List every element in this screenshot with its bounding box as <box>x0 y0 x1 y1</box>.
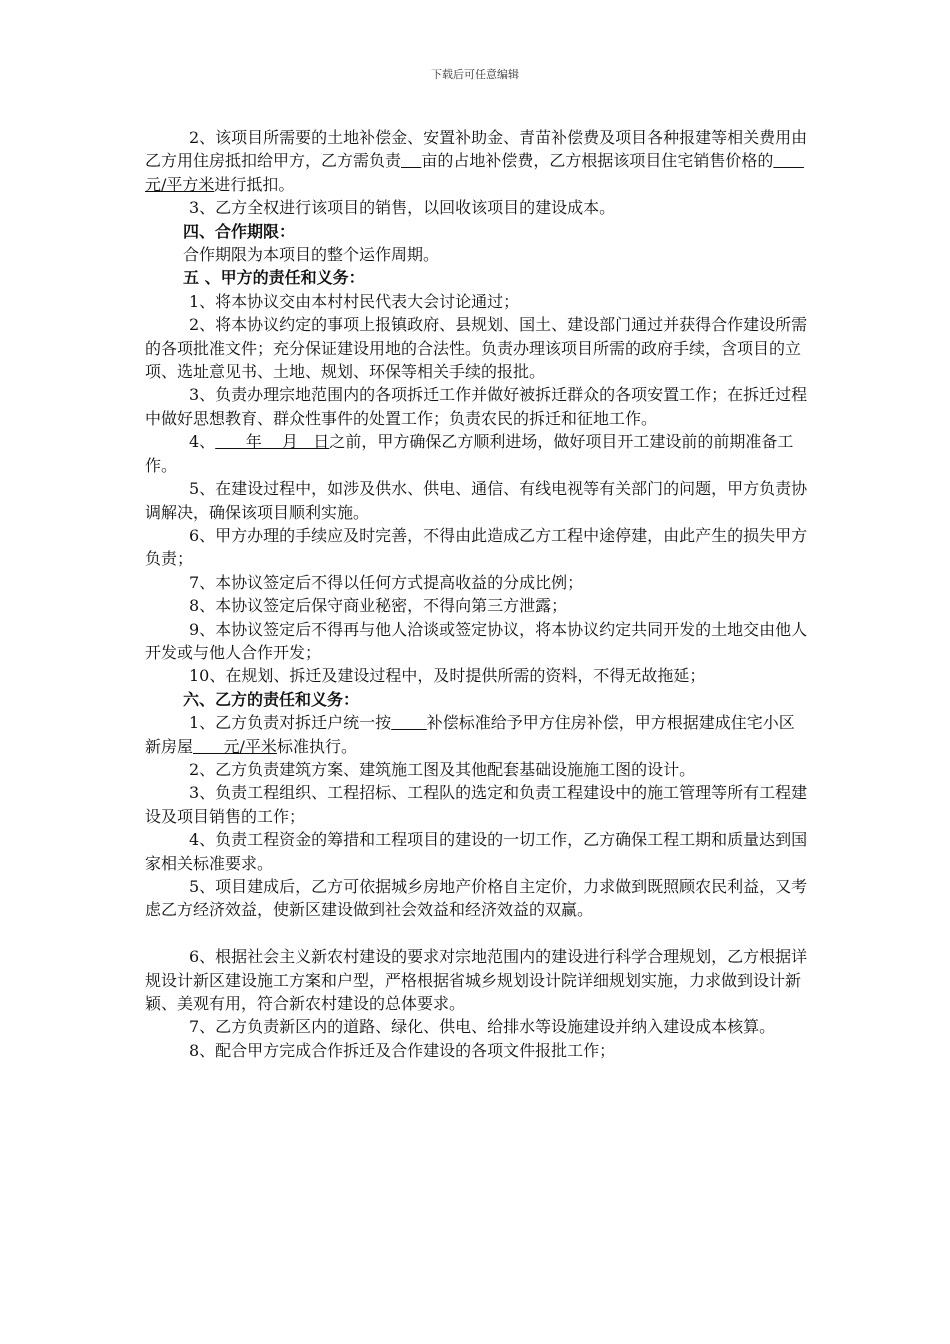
paragraph: 7、乙方负责新区内的道路、绿化、供电、给排水等设施建设并纳入建设成本核算。 <box>189 1017 776 1037</box>
paragraph: 4、负责工程资金的筹措和工程项目的建设的一切工作，乙方确保工程工期和质量达到国家相关标准要求。 <box>145 830 808 873</box>
paragraph: 3、负责工程组织、工程招标、工程队的选定和负责工程建设中的施工管理等所有工程建设及项目销售的工作； <box>145 783 808 826</box>
fill-in-blank <box>391 713 427 732</box>
paragraph-text: 1、乙方负责对拆迁户统一按 <box>189 713 392 733</box>
paragraph: 3、乙方全权进行该项目的销售，以回收该项目的建设成本。 <box>189 198 616 218</box>
paragraph: 7、本协议签定后不得以任何方式提高收益的分成比例； <box>189 572 584 592</box>
paragraph: 5、项目建成后，乙方可依据城乡房地产价格自主定价，力求做到既照顾农民利益，又考虑乙方经济效益，使新区建设做到社会效益和经济效益的双赢。 <box>145 877 808 920</box>
page-header: 下载后可任意编辑 <box>431 68 519 81</box>
paragraph-text: 之前，甲方确保乙方顺利进场，做好项目开工建设前的前期准备工作。 <box>145 432 794 475</box>
paragraph: 2、乙方负责建筑方案、建筑施工图及其他配套基础设施施工图的设计。 <box>189 759 696 779</box>
paragraph-text: 亩的占地补偿费，乙方根据该项目住宅销售价格的 <box>421 151 774 171</box>
blank-line <box>145 922 810 945</box>
paragraph <box>145 430 810 477</box>
paragraph-text: 4、 <box>189 432 216 452</box>
paragraph: 6、根据社会主义新农村建设的要求对宗地范围内的建设进行科学合理规划，乙方根据详规设计新区建设施工方案和户型，严格根据省城乡规划设计院详细规划实施，力求做到设计新颖、美观有用，符合新农村建设的总体要求。 <box>145 947 808 1014</box>
fill-in-blank: 元/平米 <box>193 736 277 756</box>
paragraph-text: 标准执行。 <box>276 736 357 756</box>
section-heading: 五 、甲方的责任和义务： <box>183 268 365 288</box>
paragraph: 5、在建设过程中，如涉及供水、供电、通信、有线电视等有关部门的问题，甲方负责协调解决，确保该项目顺利实施。 <box>145 479 808 522</box>
section-heading: 四、合作期限： <box>183 221 296 241</box>
paragraph: 10、在规划、拆迁及建设过程中，及时提供所需的资料，不得无故拖延； <box>189 666 706 686</box>
section-heading: 六、乙方的责任和义务： <box>183 689 360 709</box>
paragraph: 合作期限为本项目的整个运作周期。 <box>183 245 440 265</box>
paragraph <box>145 126 810 196</box>
paragraph: 8、配合甲方完成合作拆迁及合作建设的各项文件报批工作； <box>189 1040 616 1060</box>
paragraph-text: 进行抵扣。 <box>214 174 295 194</box>
fill-in-blank <box>401 151 421 170</box>
fill-in-blank: 年 月 日 <box>215 432 330 452</box>
paragraph-text: 2、该项目所需要的土地补偿金、安置补助金、青苗补偿费及项目各种报建等相关费用由乙方用住房抵扣给甲方，乙方需负责 <box>145 128 808 171</box>
paragraph: 9、本协议签定后不得再与他人洽谈或签定协议，将本协议约定共同开发的土地交由他人开发或与他人合作开发； <box>145 619 808 662</box>
document-body <box>145 126 810 1062</box>
fill-in-blank: 元/平方米 <box>145 151 804 194</box>
paragraph: 8、本协议签定后保守商业秘密，不得向第三方泄露； <box>189 596 568 616</box>
paragraph <box>145 711 810 758</box>
paragraph: 6、甲方办理的手续应及时完善，不得由此造成乙方工程中途停建，由此产生的损失甲方负责； <box>145 525 808 569</box>
paragraph: 3、负责办理宗地范围内的各项拆迁工作并做好被拆迁群众的各项安置工作；在拆迁过程中做好思想教育、群众性事件的处置工作；负责农民的拆迁和征地工作。 <box>145 385 808 428</box>
paragraph-text: 补偿标准给予甲方住房补偿，甲方根据建成住宅小区新房屋 <box>145 713 795 756</box>
paragraph: 2、将本协议约定的事项上报镇政府、县规划、国土、建设部门通过并获得合作建设所需的各项批准文件；充分保证建设用地的合法性。负责办理该项目所需的政府手续，含项目的立项、选址意见书、土地、规划、环保等相关手续的报批。 <box>145 315 808 382</box>
paragraph: 1、将本协议交由本村村民代表大会讨论通过； <box>189 291 520 311</box>
